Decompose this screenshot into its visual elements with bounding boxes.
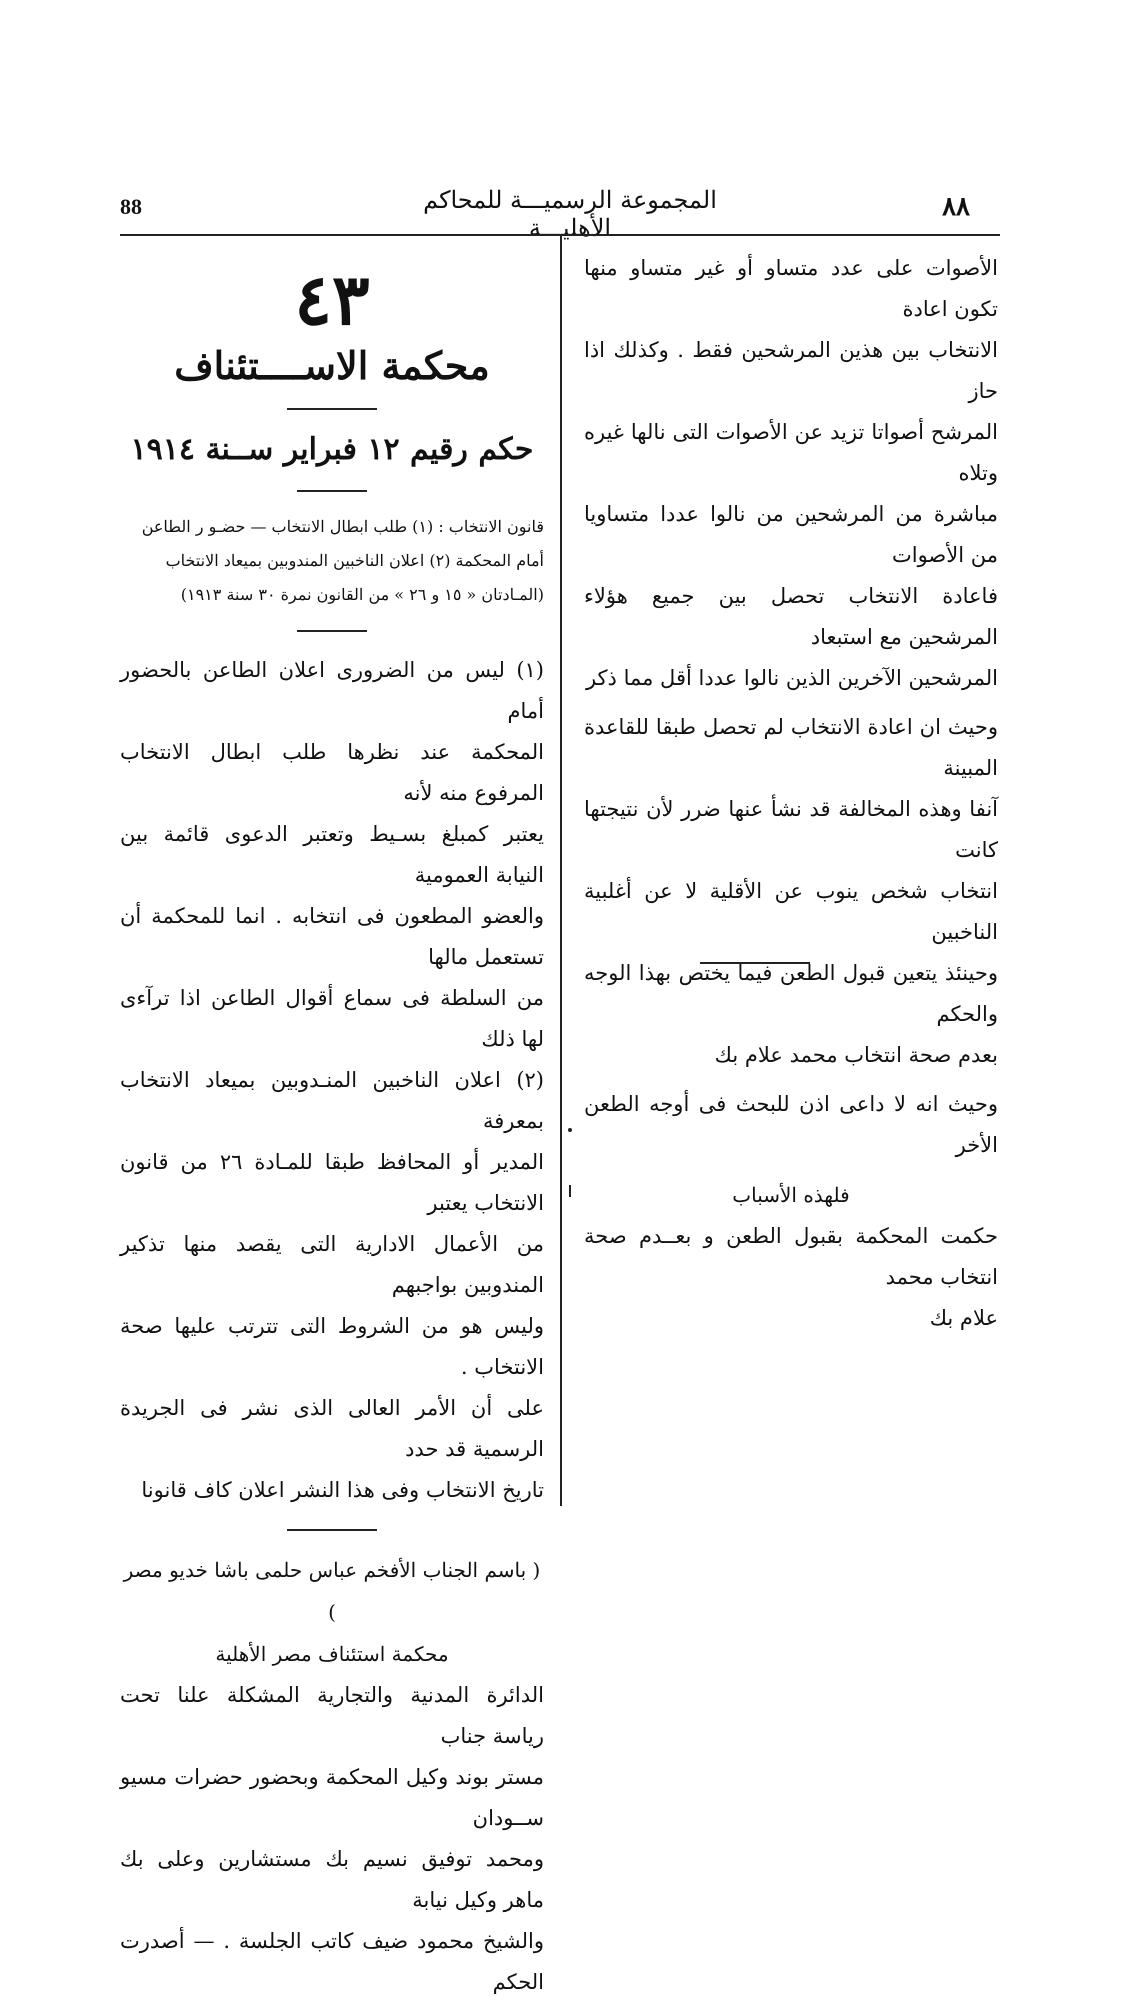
text-line: يعتبر كمبلغ بسـيط وتعتبر الدعوى قائمة بين النيابة العمومية [120, 822, 544, 887]
text-line: (٢) اعلان الناخبين المنـدوبين بميعاد الانتخاب بمعرفة [120, 1068, 544, 1133]
text-line: آنفا وهذه المخالفة قد نشأ عنها ضرر لأن نتيجتها كانت [584, 797, 998, 862]
left-column [120, 250, 544, 2003]
case-number: ٤٣ [294, 258, 370, 341]
running-header-title: المجموعة الرسميـــة للمحاكم الأهليـــة [423, 186, 717, 242]
judgment-date: حكم رقيم ١٢ فبراير ســنة ١٩١٤ [130, 432, 534, 467]
text-line: والشيخ محمود ضيف كاتب الجلسة . — أصدرت الحكم [120, 1929, 544, 1994]
stray-mark [569, 1185, 571, 1197]
page-number-latin: 88 [120, 194, 142, 219]
text-line: تاريخ الانتخاب وفى هذا النشر اعلان كاف قانونا [141, 1478, 544, 1502]
end-rule [700, 962, 810, 964]
text-line: المدير أو المحافظ طبقا للمـادة ٢٦ من قانون الانتخاب يعتبر [120, 1150, 544, 1215]
summary-line: (المـادتان « ١٥ و ٢٦ » من القانون نمرة ٣٠ سنة ١٩١٣) [180, 585, 544, 604]
paragraph-annulment-reason [584, 707, 998, 1076]
text-line: مباشرة من المرشحين من نالوا عددا متساويا من الأصوات [584, 502, 998, 567]
text-line: المرشحين الآخرين الذين نالوا عددا أقل مما ذكر [585, 666, 998, 690]
text-line: حكمت المحكمة بقبول الطعن و بعــدم صحة انتخاب محمد [584, 1224, 998, 1289]
text-line: فاعادة الانتخاب تحصل بين جميع هؤلاء المرشحين مع استبعاد [584, 584, 998, 649]
stray-mark [568, 1128, 572, 1132]
text-line: من الأعمال الادارية التى يقصد منها تذكير المندوبين بواجبهم [120, 1232, 544, 1297]
legal-principle-1 [120, 650, 544, 1060]
text-line: والعضو المطعون فى انتخابه . انما للمحكمة أن تستعمل مالها [120, 904, 544, 969]
paragraph-no-further-review [584, 1084, 998, 1166]
text-line: انتخاب شخص ينوب عن الأقلية لا عن أغلبية الناخبين [584, 879, 998, 944]
text-line: الانتخاب بين هذين المرشحين فقط . وكذلك اذا حاز [584, 338, 998, 403]
text-line: (١) ليس من الضرورى اعلان الطاعن بالحضور أمام [120, 658, 544, 723]
summary-line: قانون الانتخاب : (١) طلب ابطال الانتخاب — حضـو ر الطاعن [141, 517, 544, 536]
text-line: وليس هو من الشروط التى تترتب عليها صحة الانتخاب . [120, 1314, 544, 1379]
text-line: وحينئذ يتعين قبول الطعن فيما يختص بهذا الوجه والحكم [584, 961, 998, 1026]
text-line: بعدم صحة انتخاب محمد علام بك [714, 1043, 998, 1067]
divider [287, 408, 377, 410]
paragraph-continuation [584, 248, 998, 699]
text-line: المحكمة عند نظرها طلب ابطال الانتخاب المرفوع منه لأنه [120, 740, 544, 805]
ruling [584, 1216, 998, 1339]
court-name: محكمة الاســــتئناف [174, 343, 490, 388]
divider [297, 630, 367, 632]
text-line: وحيث انه لا داعى اذن للبحث فى أوجه الطعن الأخر [584, 1092, 998, 1157]
text-line: الأصوات على عدد متساو أو غير متساو منها تكون اعادة [584, 256, 998, 321]
divider [297, 490, 367, 492]
text-line: وحيث ان اعادة الانتخاب لم تحصل طبقا للقاعدة المبينة [584, 715, 998, 780]
text-line: من السلطة فى سماع أقوال الطاعن اذا ترآءى لها ذلك [120, 986, 544, 1051]
text-line: ومحمد توفيق نسيم بك مستشارين وعلى بك ماهر وكيل نيابة [120, 1847, 544, 1912]
bench-composition [120, 1675, 544, 2003]
court-full-name: محكمة استئناف مصر الأهلية [215, 1642, 449, 1666]
page-number-arabic: ٨٨ [942, 192, 970, 222]
summary-line: أمام المحكمة (٢) اعلان الناخبين المندوبين بميعاد الانتخاب [165, 551, 544, 570]
text-line: علام بك [929, 1306, 998, 1330]
right-column [584, 248, 998, 1347]
invocation: ( باسم الجناب الأفخم عباس حلمى باشا خديو مصر ) [123, 1558, 541, 1624]
text-line: مستر بوند وكيل المحكمة وبحضور حضرات مسيو ســودان [120, 1765, 544, 1830]
column-divider [560, 236, 562, 1506]
divider [287, 1529, 377, 1531]
text-line: المرشح أصواتا تزيد عن الأصوات التى نالها غيره وتلاه [584, 420, 998, 485]
reasons-heading: فلهذه الأسباب [732, 1183, 850, 1207]
text-line: الدائرة المدنية والتجارية المشكلة علنا تحت رياسة جناب [120, 1683, 544, 1748]
legal-principle-2 [120, 1060, 544, 1511]
case-summary [120, 510, 544, 612]
text-line: على أن الأمر العالى الذى نشر فى الجريدة الرسمية قد حدد [120, 1396, 544, 1461]
